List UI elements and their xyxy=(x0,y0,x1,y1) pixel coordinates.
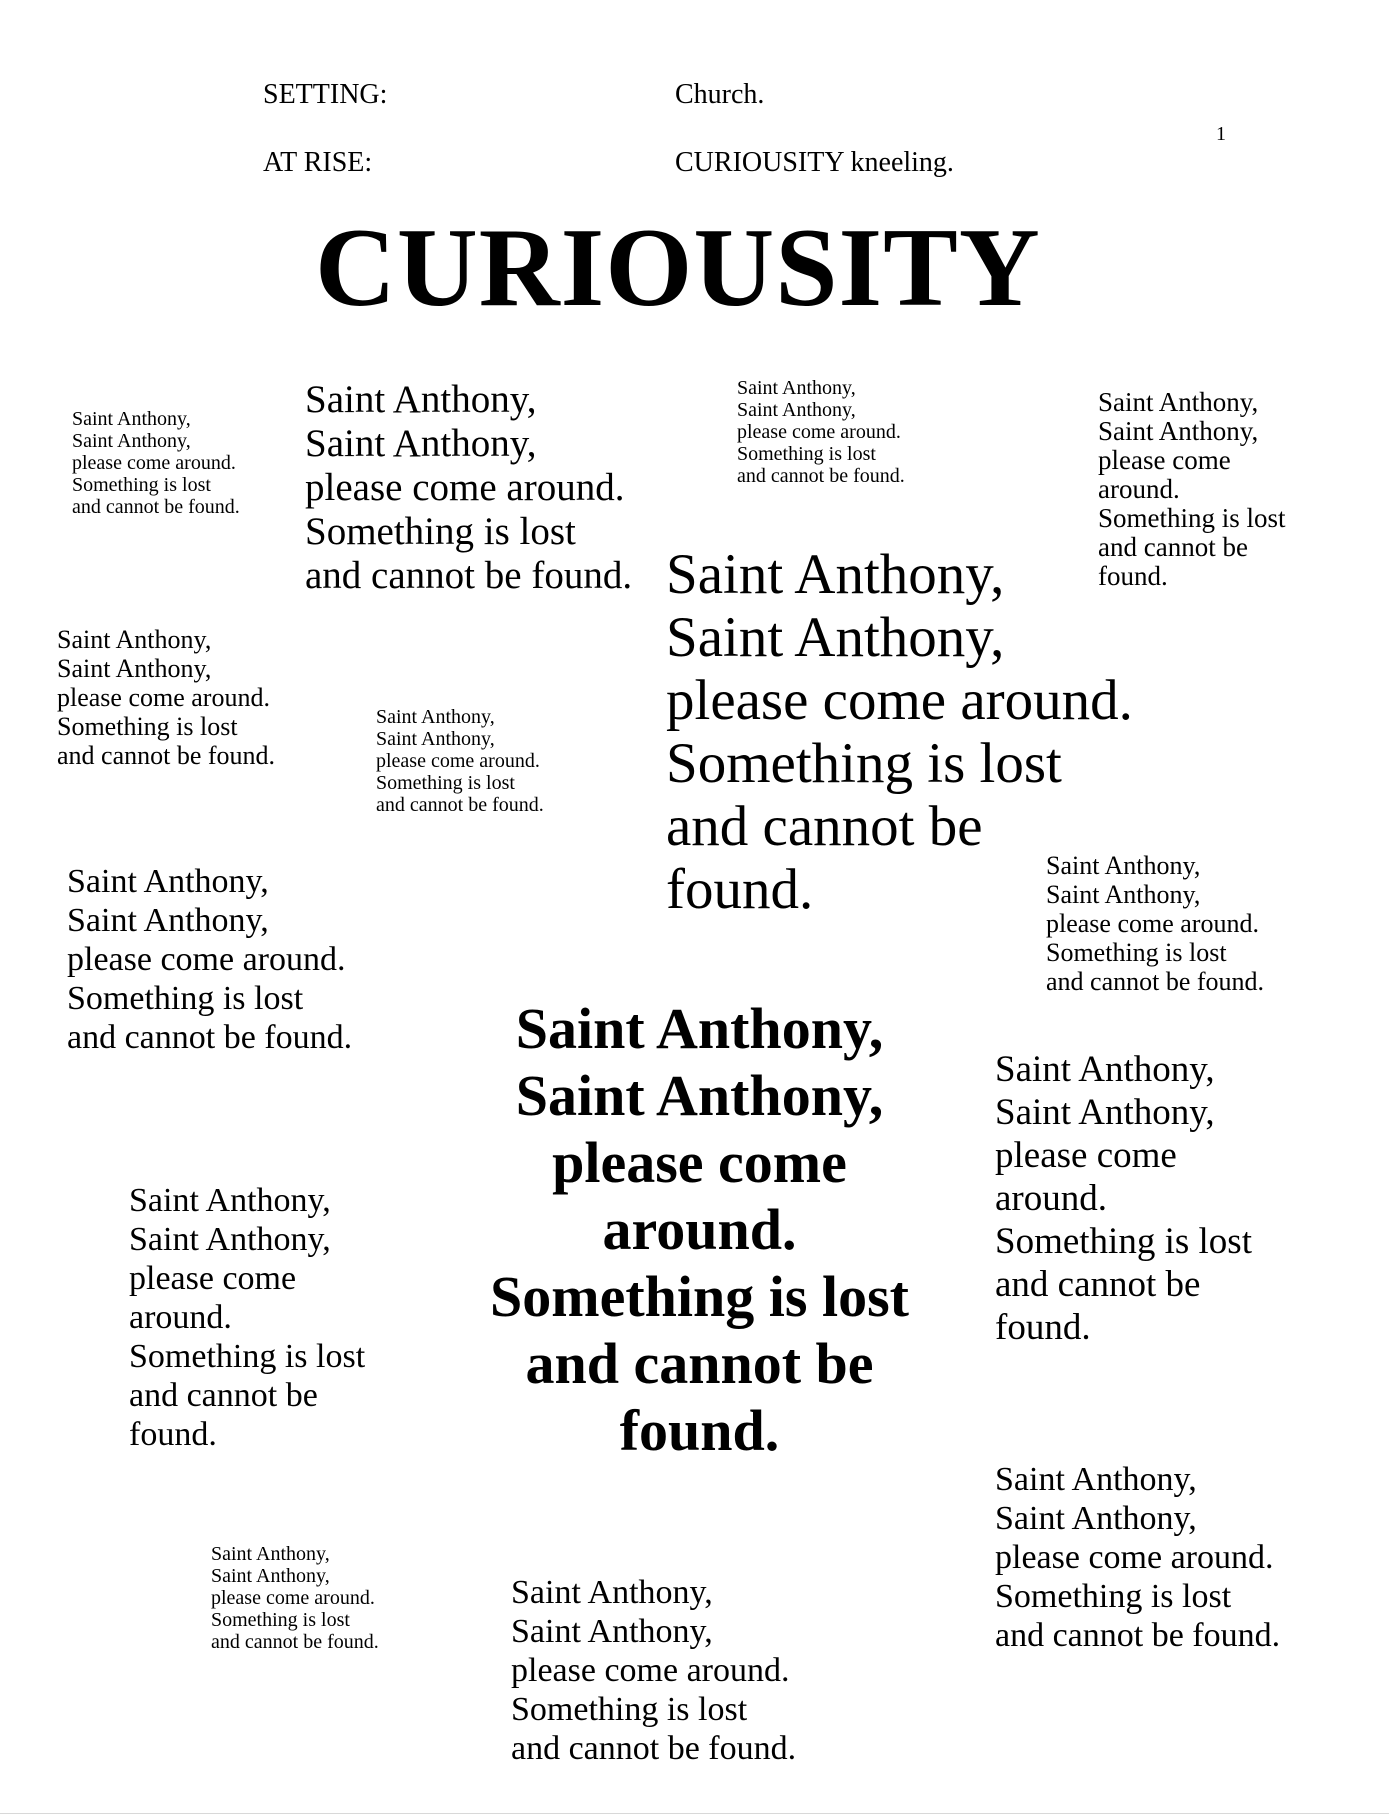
verse xyxy=(129,1181,365,1454)
verse-line: Saint Anthony, xyxy=(995,1500,1197,1537)
verse xyxy=(211,1543,379,1653)
verse xyxy=(72,408,240,518)
verse xyxy=(995,1460,1280,1655)
verse-line: Saint Anthony, xyxy=(72,430,191,452)
verse-bold-center xyxy=(462,995,937,1464)
setting-label: SETTING: xyxy=(263,79,388,110)
verse-line: Saint Anthony, xyxy=(67,902,269,939)
verse-line: and cannot be found. xyxy=(211,1631,379,1653)
verse-line: Something is lost xyxy=(995,1221,1252,1262)
verse-line: please come around. xyxy=(511,1652,790,1689)
verse-line: please come around. xyxy=(211,1587,375,1609)
verse-line: Saint Anthony, xyxy=(1046,851,1201,880)
verse-line: Saint Anthony, xyxy=(995,1049,1215,1090)
verse-line: Something is lost xyxy=(490,1264,909,1329)
verse xyxy=(305,378,632,598)
verse-line: found. xyxy=(619,1398,780,1463)
verse-line: please come around. xyxy=(666,669,1133,732)
verse-line: and cannot be found. xyxy=(305,554,633,597)
verse-line: Saint Anthony, xyxy=(57,654,212,683)
verse-line: Saint Anthony, xyxy=(666,543,1005,606)
verse-line: Saint Anthony, xyxy=(211,1543,330,1565)
verse-line: please come around. xyxy=(737,421,901,443)
setting-value: Church. xyxy=(675,79,765,110)
verse-line: please come around. xyxy=(72,452,236,474)
verse-line: found. xyxy=(666,858,814,921)
verse-line: please come xyxy=(552,1130,847,1195)
verse-line: and cannot be found. xyxy=(511,1730,797,1767)
verse-line: and cannot be found. xyxy=(72,496,240,518)
verse xyxy=(995,1048,1252,1349)
verse-line: please come xyxy=(1098,445,1231,475)
verse-line: Saint Anthony, xyxy=(1098,416,1259,446)
verse-line: Saint Anthony, xyxy=(72,408,191,430)
verse-line: and cannot be found. xyxy=(737,465,905,487)
verse-line: Something is lost xyxy=(376,772,515,794)
page-title: CURIOUSITY xyxy=(315,206,1041,330)
verse-line: Saint Anthony, xyxy=(737,399,856,421)
verse-line: Something is lost xyxy=(211,1609,350,1631)
verse-line: found. xyxy=(995,1307,1091,1348)
verse-line: around. xyxy=(129,1299,232,1336)
verse-line: around. xyxy=(602,1197,797,1262)
at-rise-label: AT RISE: xyxy=(263,147,373,178)
verse-line: and cannot be xyxy=(525,1331,874,1396)
verse-line: Saint Anthony, xyxy=(995,1461,1197,1498)
verse-line: Something is lost xyxy=(1046,938,1227,967)
verse-line: Saint Anthony, xyxy=(1098,387,1259,417)
verse-line: Saint Anthony, xyxy=(995,1092,1215,1133)
verse-line: Saint Anthony, xyxy=(67,863,269,900)
verse-line: and cannot be xyxy=(995,1264,1201,1305)
verse-line: and cannot be found. xyxy=(995,1617,1281,1654)
verse xyxy=(737,377,905,487)
verse-line: Saint Anthony, xyxy=(1046,880,1201,909)
verse-line: please come around. xyxy=(305,466,625,509)
verse-line: and cannot be found. xyxy=(57,741,276,770)
verse-line: around. xyxy=(995,1178,1107,1219)
verse-line: please come around. xyxy=(1046,909,1259,938)
verse-line: found. xyxy=(129,1416,217,1453)
verse-line: found. xyxy=(1098,561,1168,591)
verse-line: please come xyxy=(995,1135,1177,1176)
at-rise-value: CURIOUSITY kneeling. xyxy=(675,147,954,178)
verse-line: Saint Anthony, xyxy=(376,728,495,750)
verse-line: Saint Anthony, xyxy=(305,378,537,421)
verse-line: Saint Anthony, xyxy=(511,1574,713,1611)
verse-line: Saint Anthony, xyxy=(211,1565,330,1587)
verse xyxy=(67,862,352,1057)
verse-line: Saint Anthony, xyxy=(129,1182,331,1219)
verse-line: Saint Anthony, xyxy=(737,377,856,399)
verse-line: Something is lost xyxy=(57,712,238,741)
verse-line: please come around. xyxy=(376,750,540,772)
verse-line: Saint Anthony, xyxy=(305,422,537,465)
verse-line: Saint Anthony, xyxy=(515,1063,884,1128)
verse-line: and cannot be xyxy=(666,795,983,858)
verse-line: Something is lost xyxy=(666,732,1062,795)
verse-line: and cannot be found. xyxy=(1046,967,1265,996)
verse-line: Something is lost xyxy=(305,510,576,553)
verse-line: Saint Anthony, xyxy=(666,606,1005,669)
verse-line: and cannot be xyxy=(1098,532,1248,562)
verse-line: Saint Anthony, xyxy=(515,996,884,1061)
verse xyxy=(511,1573,796,1768)
verse-line: Saint Anthony, xyxy=(376,706,495,728)
verse xyxy=(376,706,544,816)
verse-line: please come around. xyxy=(57,683,270,712)
verse-line: Something is lost xyxy=(737,443,876,465)
verse-line: Saint Anthony, xyxy=(129,1221,331,1258)
verse-line: please come xyxy=(129,1260,297,1297)
verse-line: Something is lost xyxy=(72,474,211,496)
verse-line: please come around. xyxy=(67,941,346,978)
verse xyxy=(1046,851,1264,996)
page-bottom-rule xyxy=(0,1813,1389,1814)
verse-line: and cannot be found. xyxy=(67,1019,353,1056)
page-number: 1 xyxy=(1216,123,1226,145)
verse-line: Something is lost xyxy=(995,1578,1232,1615)
verse-line: and cannot be found. xyxy=(376,794,544,816)
verse-line: Something is lost xyxy=(1098,503,1286,533)
verse-line: please come around. xyxy=(995,1539,1274,1576)
verse-line: and cannot be xyxy=(129,1377,318,1414)
verse-line: Saint Anthony, xyxy=(57,625,212,654)
verse-line: around. xyxy=(1098,474,1180,504)
verse-line: Saint Anthony, xyxy=(511,1613,713,1650)
verse-line: Something is lost xyxy=(67,980,304,1017)
verse-line: Something is lost xyxy=(129,1338,366,1375)
verse xyxy=(57,625,275,770)
verse-line: Something is lost xyxy=(511,1691,748,1728)
